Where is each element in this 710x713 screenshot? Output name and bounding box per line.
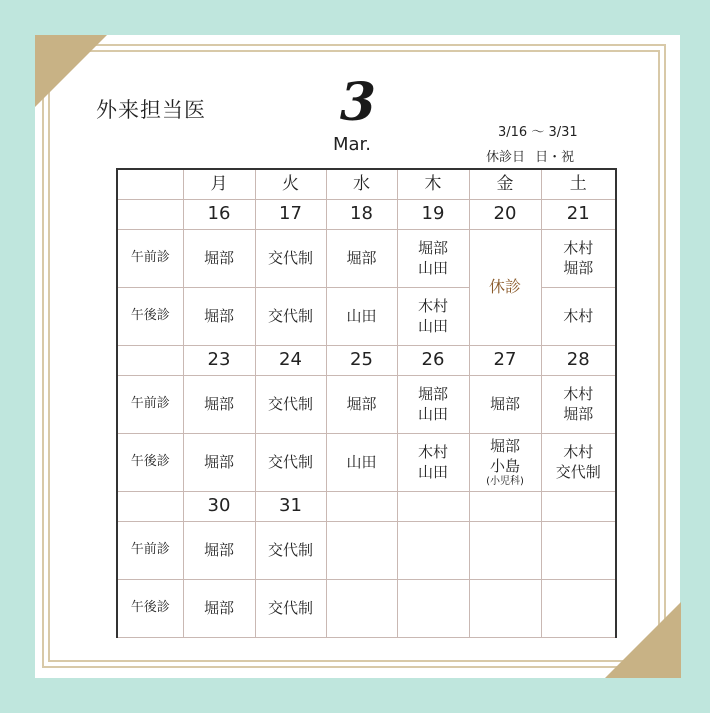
doctor-cell: 堀部 — [183, 375, 255, 433]
doctor-cell: 交代制 — [255, 433, 326, 491]
date-cell: 26 — [397, 345, 469, 375]
doctor-cell — [541, 433, 616, 491]
weekday-tue: 火 — [255, 169, 326, 199]
weekday-sat: 土 — [541, 169, 616, 199]
date-cell — [541, 491, 616, 521]
doctor-cell: 堀部 — [183, 229, 255, 287]
date-cell: 31 — [255, 491, 326, 521]
doctor-cell — [397, 521, 469, 579]
doctor-cell — [469, 579, 541, 637]
doctor-name: 木村 — [563, 385, 594, 403]
doctor-name: 山田 — [417, 463, 448, 481]
doctor-cell — [469, 521, 541, 579]
doctor-cell: 交代制 — [255, 521, 326, 579]
doctor-cell — [397, 229, 469, 287]
date-row-spacer — [117, 199, 183, 229]
doctor-cell — [326, 579, 397, 637]
date-cell: 28 — [541, 345, 616, 375]
weekday-mon: 月 — [183, 169, 255, 199]
doctor-cell — [541, 521, 616, 579]
page-title: 外来担当医 — [96, 98, 206, 122]
doctor-cell: 堀部 — [183, 287, 255, 345]
doctor-cell: 山田 — [326, 287, 397, 345]
date-cell — [326, 491, 397, 521]
date-cell: 25 — [326, 345, 397, 375]
afternoon-session-row — [117, 433, 616, 491]
weekday-header-row — [117, 169, 616, 199]
date-row-spacer — [117, 345, 183, 375]
doctor-cell — [397, 287, 469, 345]
closed-days-value: 日・祝 — [535, 150, 575, 165]
weekday-wed: 水 — [326, 169, 397, 199]
doctor-name: 山田 — [417, 405, 448, 423]
date-row — [117, 491, 616, 521]
date-cell: 30 — [183, 491, 255, 521]
session-label: 午後診 — [117, 433, 183, 491]
session-label: 午後診 — [117, 579, 183, 637]
schedule-table — [116, 168, 617, 638]
doctor-cell — [397, 375, 469, 433]
morning-session-row — [117, 521, 616, 579]
doctor-cell: 堀部 — [183, 521, 255, 579]
doctor-name: 山田 — [417, 317, 448, 335]
doctor-cell: 山田 — [326, 433, 397, 491]
session-label: 午前診 — [117, 375, 183, 433]
session-label: 午前診 — [117, 229, 183, 287]
date-cell: 20 — [469, 199, 541, 229]
session-label: 午前診 — [117, 521, 183, 579]
date-row — [117, 345, 616, 375]
doctor-cell — [326, 521, 397, 579]
date-cell — [397, 491, 469, 521]
doctor-name: 木村 — [563, 443, 594, 461]
doctor-cell: 堀部 — [326, 229, 397, 287]
specialty-note: (小児科) — [486, 476, 524, 487]
header-corner-cell — [117, 169, 183, 199]
date-row — [117, 199, 616, 229]
date-cell: 27 — [469, 345, 541, 375]
doctor-name: 木村 — [417, 297, 448, 315]
doctor-cell — [397, 579, 469, 637]
doctor-cell: 交代制 — [255, 229, 326, 287]
weekday-thu: 木 — [397, 169, 469, 199]
doctor-name: 山田 — [417, 259, 448, 277]
doctor-cell — [469, 433, 541, 491]
date-cell: 18 — [326, 199, 397, 229]
date-cell: 24 — [255, 345, 326, 375]
doctor-cell: 堀部 — [326, 375, 397, 433]
doctor-cell: 堀部 — [183, 433, 255, 491]
doctor-cell: 交代制 — [255, 579, 326, 637]
date-cell: 19 — [397, 199, 469, 229]
doctor-cell: 木村 — [541, 287, 616, 345]
closed-days-label: 休診日 — [486, 150, 526, 165]
doctor-cell — [541, 375, 616, 433]
date-cell: 16 — [183, 199, 255, 229]
doctor-name: 堀部 — [417, 385, 448, 403]
doctor-cell — [541, 229, 616, 287]
closed-cell: 休診 — [469, 229, 541, 345]
date-cell: 23 — [183, 345, 255, 375]
afternoon-session-row — [117, 579, 616, 637]
doctor-cell — [397, 433, 469, 491]
doctor-name: 堀部 — [563, 405, 594, 423]
doctor-name: 堀部 — [489, 437, 520, 455]
morning-session-row — [117, 375, 616, 433]
morning-session-row — [117, 229, 616, 287]
weekday-fri: 金 — [469, 169, 541, 199]
doctor-name: 交代制 — [555, 463, 601, 481]
session-label: 午後診 — [117, 287, 183, 345]
doctor-name: 小島 — [489, 457, 520, 475]
doctor-cell: 堀部 — [469, 375, 541, 433]
doctor-name: 堀部 — [563, 259, 594, 277]
month-name: Mar. — [333, 134, 372, 155]
date-row-spacer — [117, 491, 183, 521]
date-cell: 17 — [255, 199, 326, 229]
month-number: 3 — [339, 72, 377, 133]
date-cell — [469, 491, 541, 521]
afternoon-session-row — [117, 287, 616, 345]
holiday-period: 3/16 ～ 3/31 — [498, 125, 578, 140]
doctor-name: 堀部 — [417, 239, 448, 257]
doctor-name: 木村 — [563, 239, 594, 257]
closed-days-info — [486, 146, 574, 165]
doctor-cell — [541, 579, 616, 637]
doctor-cell: 交代制 — [255, 375, 326, 433]
doctor-cell: 堀部 — [183, 579, 255, 637]
doctor-cell: 交代制 — [255, 287, 326, 345]
date-cell: 21 — [541, 199, 616, 229]
doctor-name: 木村 — [417, 443, 448, 461]
